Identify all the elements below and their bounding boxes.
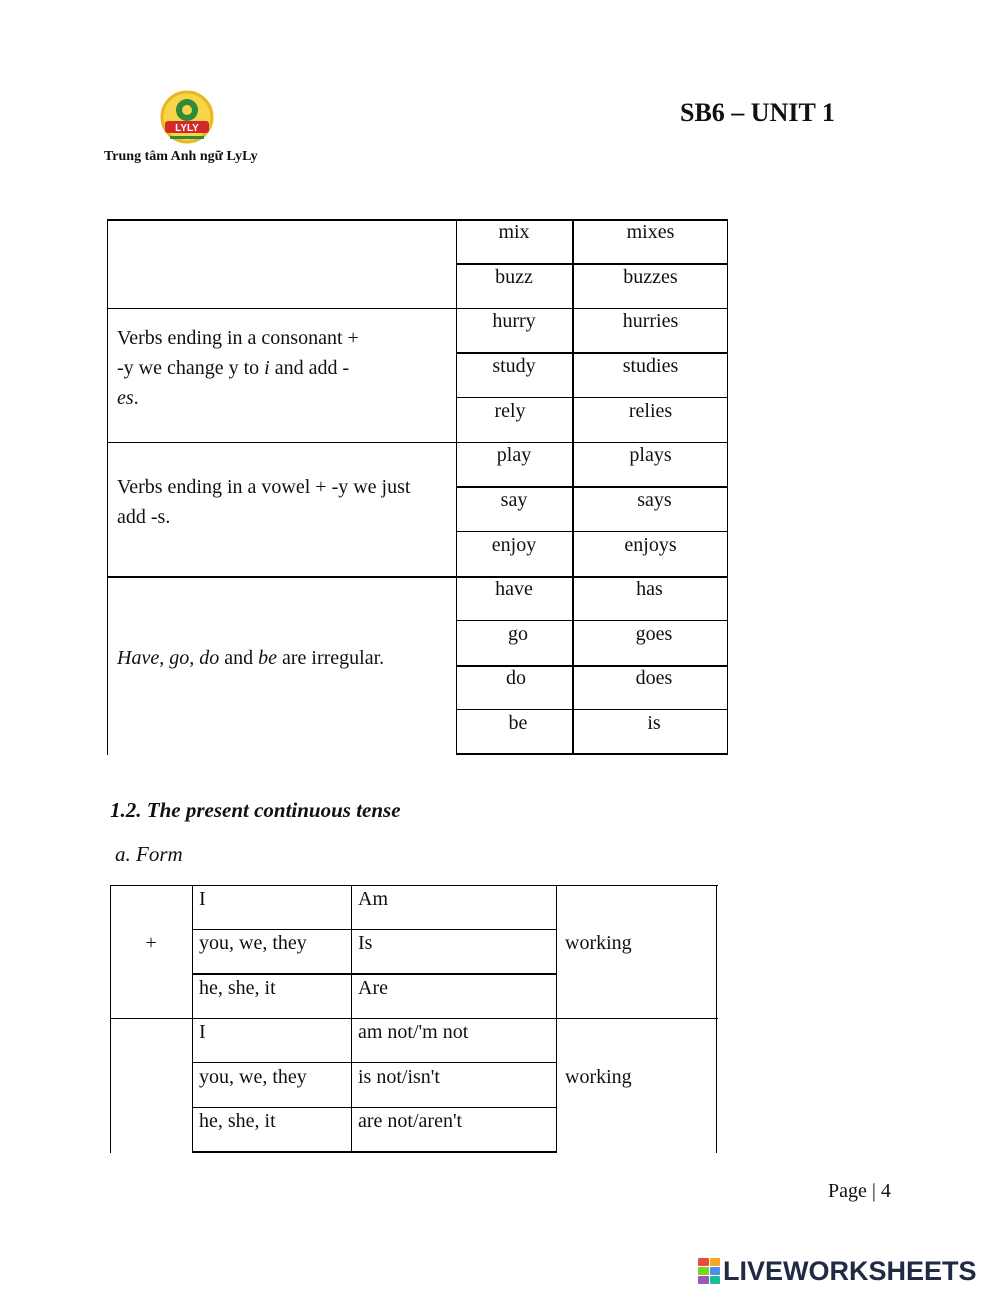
verb-third-person: plays — [629, 444, 672, 466]
auxiliary: are not/aren't — [358, 1110, 463, 1132]
verb-base: have — [495, 578, 533, 600]
auxiliary: Am — [358, 888, 388, 910]
subject: I — [199, 888, 206, 910]
verb-third-person: says — [637, 489, 672, 511]
liveworksheets-wordmark: LIVEWORKSHEETS — [723, 1255, 977, 1286]
rule-consonant-y: Verbs ending in a consonant + -y we change y to i and add - es. — [117, 327, 359, 409]
subject: you, we, they — [199, 1066, 307, 1088]
verb-third-person: enjoys — [624, 534, 677, 556]
auxiliary: Is — [358, 932, 373, 954]
present-continuous-form-table — [110, 885, 718, 1153]
subject: he, she, it — [199, 1110, 276, 1132]
verb-third-person: relies — [628, 400, 673, 422]
subject: he, she, it — [199, 977, 276, 999]
liveworksheets-brand[interactable] — [698, 1255, 977, 1287]
subject: I — [199, 1021, 206, 1043]
lyly-logo — [156, 90, 218, 148]
verb-ing: working — [565, 1066, 632, 1088]
verb-third-person: studies — [622, 355, 679, 377]
auxiliary: is not/isn't — [358, 1066, 440, 1088]
section-title: 1.2. The present continuous tense — [110, 798, 401, 822]
verb-third-person: has — [636, 578, 663, 600]
organization-name: Trung tâm Anh ngữ LyLy — [104, 149, 258, 164]
verb-base: buzz — [495, 266, 533, 288]
verb-base: mix — [498, 221, 530, 243]
rule-irregular: Have, go, do and be are irregular. — [117, 647, 385, 669]
section-subtitle: a. Form — [115, 842, 183, 866]
verb-third-person: mixes — [626, 221, 675, 243]
verb-base: say — [500, 489, 528, 511]
verb-base: enjoy — [491, 534, 537, 556]
rule-vowel-y: Verbs ending in a vowel + -y we just add -s. — [117, 476, 411, 528]
verb-base: hurry — [492, 310, 536, 332]
verb-third-person: hurries — [622, 310, 679, 332]
auxiliary: Are — [358, 977, 388, 999]
verb-third-person: buzzes — [623, 266, 678, 288]
auxiliary: am not/'m not — [358, 1021, 469, 1043]
logo-text: LYLY — [175, 123, 199, 134]
positive-sign: + — [145, 932, 157, 954]
verb-base: be — [508, 712, 528, 734]
verb-third-person: goes — [635, 623, 673, 645]
verb-base: do — [506, 667, 526, 689]
verb-base: go — [508, 623, 528, 645]
subject: you, we, they — [199, 932, 307, 954]
verb-spelling-table — [107, 219, 728, 755]
verb-third-person: does — [635, 667, 673, 689]
unit-title: SB6 – UNIT 1 — [680, 98, 835, 127]
verb-base: play — [496, 444, 532, 466]
liveworksheets-icon — [698, 1258, 720, 1284]
verb-base: study — [492, 355, 536, 377]
verb-ing: working — [565, 932, 632, 954]
verb-third-person: is — [647, 712, 661, 734]
verb-base: rely — [494, 400, 526, 422]
page-number: Page | 4 — [828, 1180, 891, 1202]
